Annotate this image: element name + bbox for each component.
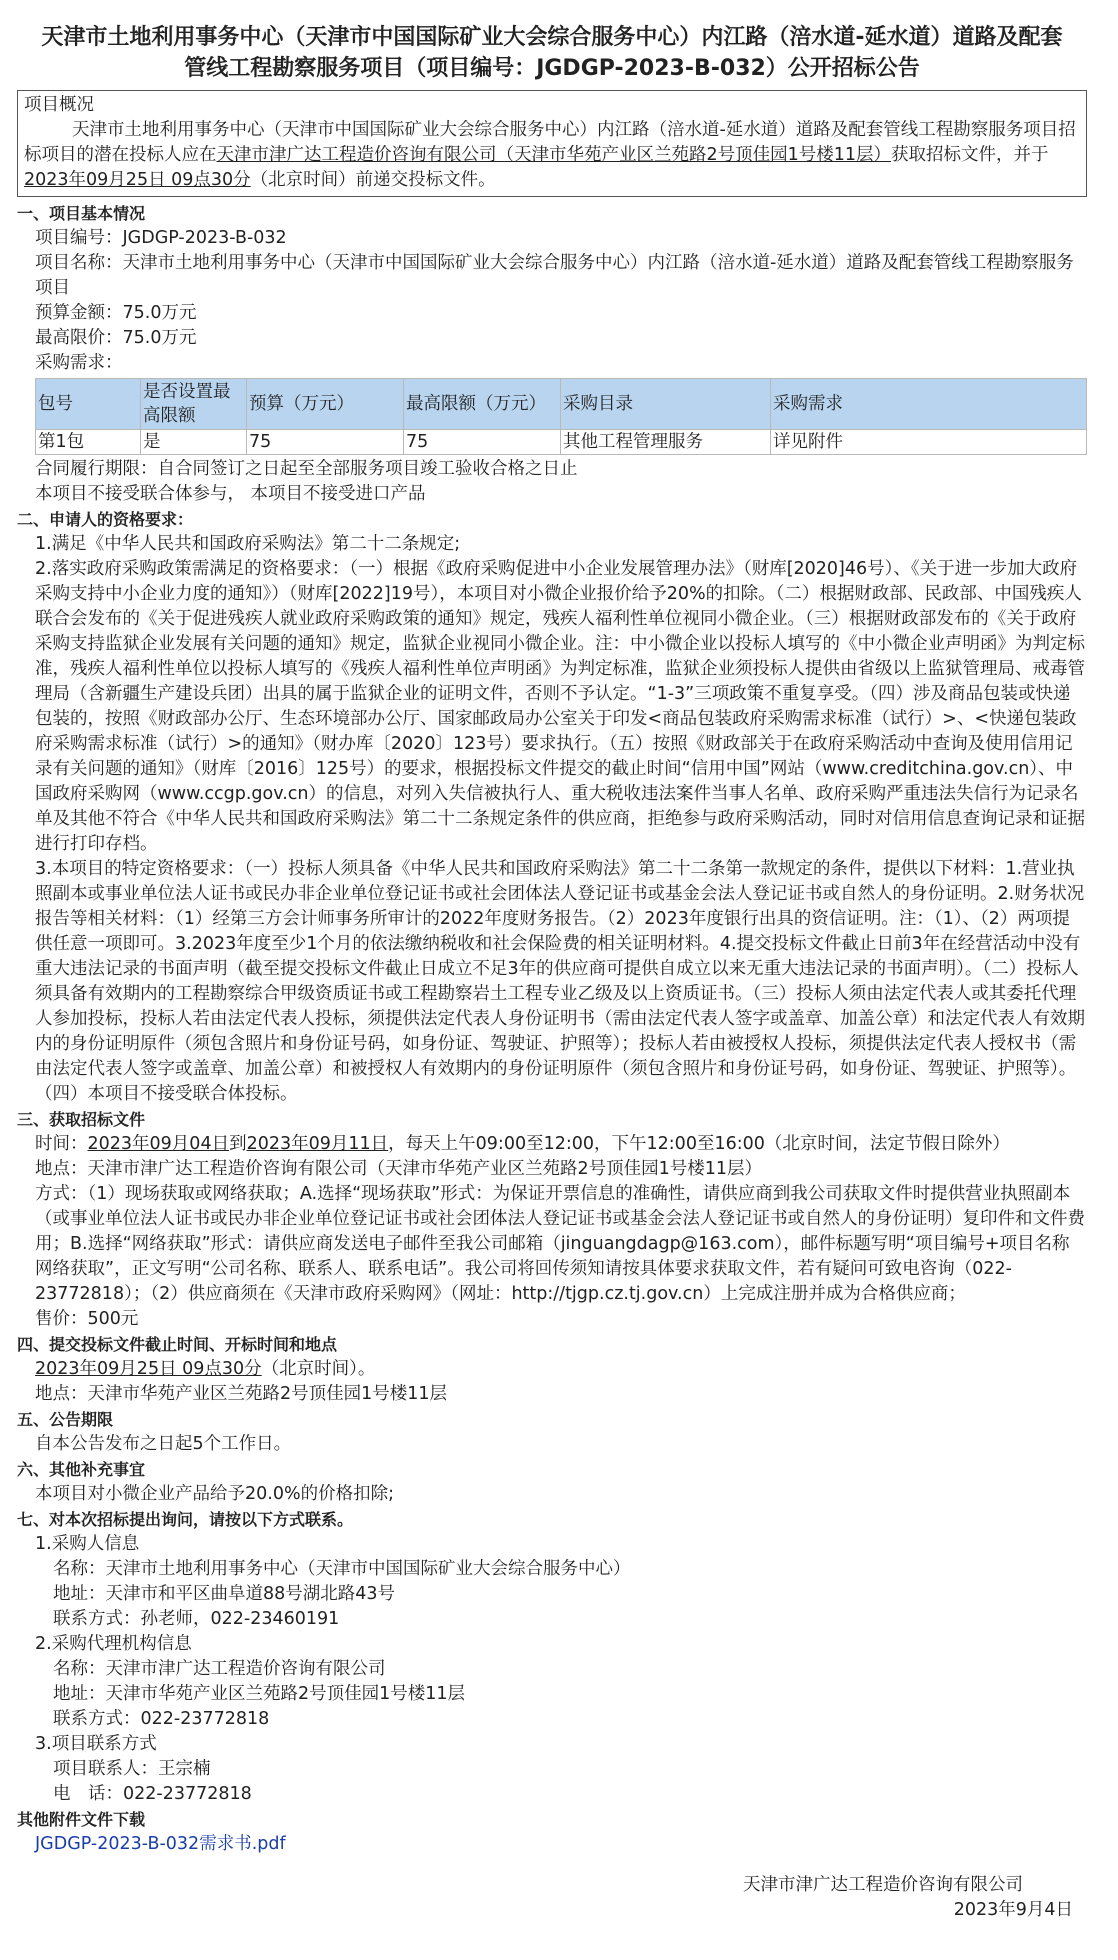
- overview-agency-link[interactable]: 天津市津广达工程造价咨询有限公司（天津市华苑产业区兰苑路2号顶佳园1号楼11层）: [216, 145, 892, 165]
- overview-text-2: 获取招标文件，并于: [891, 145, 1049, 165]
- buyer-name: 名称：天津市土地利用事务中心（天津市中国国际矿业大会综合服务中心）: [53, 1559, 631, 1579]
- supplementary-note: 本项目对小微企业产品给予20.0%的价格扣除;: [35, 1484, 394, 1504]
- buyer-info: [35, 1557, 1087, 1632]
- qualification-1: 1.满足《中华人民共和国政府采购法》第二十二条规定;: [35, 534, 461, 554]
- buyer-label: 1.采购人信息: [35, 1534, 140, 1554]
- project-contact-person: 项目联系人：王宗楠: [53, 1759, 211, 1779]
- agent-label: 2.采购代理机构信息: [35, 1634, 192, 1654]
- obtain-method: 方式：（1）现场获取或网络获取；A.选择“现场获取”形式：为保证开票信息的准确性，请供应商到我公司获取文件时提供营业执照副本（或事业单位法人证书或民办非企业单位登记证书或社会团体法人登记证书或基金会法人登记证书或自然人的身份证明）复印件和文件费用；B.选择“网络获取”形式：请供应商发送电子邮件至我公司邮箱（jinguangdagp@163.com），邮件标题写明“项目编号+项目名称 网络获取”，正文写明“公司名称、联系人、联系电话”。我公司将回传须知请按具体要求获取文件，若有疑问可致电咨询（022-23772818）；（2）供应商须在《天津市政府采购网》（网址：http://tjgp.cz.tj.gov.cn）上完成注册并成为合格供应商；: [35, 1184, 1085, 1304]
- budget-amount: 预算金额：75.0万元: [35, 303, 197, 323]
- section-5-body: [17, 1432, 1087, 1457]
- section-2-heading: 二、申请人的资格要求：: [17, 510, 194, 529]
- table-header-cell: 预算（万元）: [247, 379, 404, 430]
- table-header-cell: 是否设置最高限额: [141, 379, 247, 430]
- section-5-heading: 五、公告期限: [17, 1410, 114, 1429]
- section-7-heading: 七、对本次招标提出询问，请按以下方式联系。: [17, 1510, 354, 1529]
- section-7-body: [17, 1532, 1087, 1807]
- obtain-end-date: 2023年09月11日: [246, 1134, 389, 1154]
- section-4-heading: 四、提交投标文件截止时间、开标时间和地点: [17, 1335, 338, 1354]
- overview-text-3: （北京时间）前递交投标文件。: [250, 170, 496, 190]
- table-cell: 75: [247, 430, 404, 455]
- section-4-body: [17, 1357, 1087, 1407]
- consortium-note: 本项目不接受联合体参与， 本项目不接受进口产品: [35, 484, 426, 504]
- overview-label: 项目概况: [24, 95, 94, 115]
- procurement-table: [35, 378, 1087, 455]
- table-cell: 是: [141, 430, 247, 455]
- max-price: 最高限价：75.0万元: [35, 328, 197, 348]
- obtain-time-label: 时间：: [35, 1134, 88, 1154]
- buyer-address: 地址：天津市和平区曲阜道88号湖北路43号: [53, 1584, 396, 1604]
- bid-place: 地点：天津市华苑产业区兰苑路2号顶佳园1号楼11层: [35, 1384, 448, 1404]
- attachments-body: [17, 1832, 1087, 1857]
- project-contact-info: [35, 1757, 1087, 1807]
- overview-deadline: 2023年09月25日 09点30分: [24, 170, 251, 190]
- demand-label: 采购需求：: [35, 353, 123, 373]
- obtain-start-date: 2023年09月04日: [87, 1134, 230, 1154]
- project-name: 项目名称：天津市土地利用事务中心（天津市中国国际矿业大会综合服务中心）内江路（涪水道-延水道）道路及配套管线工程勘察服务项目: [35, 253, 1074, 298]
- signature-date: 2023年9月4日: [953, 1900, 1073, 1920]
- announcement-page: [17, 0, 1087, 1923]
- table-header-row: [36, 379, 1087, 430]
- overview-text-1: 天津市土地利用事务中心（天津市中国国际矿业大会综合服务中心）内江路（涪水道-延水道）道路及配套管线工程勘察服务项目招标项目的潜在投标人应在: [24, 120, 1076, 165]
- bid-deadline-time: 2023年09月25日 09点30分: [35, 1359, 262, 1379]
- project-contact-phone: 电 话：022-23772818: [53, 1784, 252, 1804]
- section-1-body: [17, 226, 1087, 376]
- bid-deadline-rest: （北京时间）。: [261, 1359, 376, 1379]
- section-6-body: [17, 1482, 1087, 1507]
- page-title: 天津市土地利用事务中心（天津市中国国际矿业大会综合服务中心）内江路（涪水道-延水道）道路及配套管线工程勘察服务项目（项目编号：JGDGP-2023-B-032）公开招标公告: [41, 25, 1063, 81]
- buyer-contact: 联系方式：孙老师，022-23460191: [53, 1609, 340, 1629]
- bid-deadline: [35, 1357, 1087, 1382]
- table-cell: 第1包: [36, 430, 141, 455]
- table-header-cell: 最高限额（万元）: [404, 379, 561, 430]
- project-overview-box: [17, 90, 1087, 197]
- table-header-cell: 包号: [36, 379, 141, 430]
- project-number: 项目编号：JGDGP-2023-B-032: [35, 228, 287, 248]
- obtain-place: 地点：天津市津广达工程造价咨询有限公司（天津市华苑产业区兰苑路2号顶佳园1号楼11层）: [35, 1159, 763, 1179]
- attachment-file-link[interactable]: JGDGP-2023-B-032需求书.pdf: [35, 1834, 286, 1854]
- table-cell: 其他工程管理服务: [561, 430, 771, 455]
- agent-address: 地址：天津市华苑产业区兰苑路2号顶佳园1号楼11层: [53, 1684, 466, 1704]
- contract-period: 合同履行期限：自合同签订之日起至全部服务项目竣工验收合格之日止: [35, 459, 578, 479]
- table-row: [36, 430, 1087, 455]
- section-3-body: [17, 1132, 1087, 1332]
- obtain-time-rest: ，每天上午09:00至12:00，下午12:00至16:00（北京时间，法定节假日除外）: [388, 1134, 1010, 1154]
- table-cell: 75: [404, 430, 561, 455]
- section-1-footer: [17, 457, 1087, 507]
- overview-text: [24, 118, 1080, 193]
- obtain-time: [35, 1132, 1087, 1157]
- obtain-to: 到: [229, 1134, 247, 1154]
- table-header-cell: 采购需求: [771, 379, 1087, 430]
- signature-org: 天津市津广达工程造价咨询有限公司: [743, 1875, 1023, 1895]
- agent-name: 名称：天津市津广达工程造价咨询有限公司: [53, 1659, 386, 1679]
- notice-period: 自本公告发布之日起5个工作日。: [35, 1434, 292, 1454]
- agent-info: [35, 1657, 1087, 1732]
- document-price: 售价：500元: [35, 1309, 139, 1329]
- section-2-body: [17, 532, 1087, 1107]
- section-3-heading: 三、获取招标文件: [17, 1110, 146, 1129]
- table-cell: 详见附件: [771, 430, 1087, 455]
- table-header-cell: 采购目录: [561, 379, 771, 430]
- section-1-heading: 一、项目基本情况: [17, 204, 146, 223]
- agent-contact: 联系方式：022-23772818: [53, 1709, 270, 1729]
- attachments-heading: 其他附件文件下载: [17, 1810, 146, 1829]
- qualification-2: 2.落实政府采购政策需满足的资格要求：（一）根据《政府采购促进中小企业发展管理办法》（财库[2020]46号）、《关于进一步加大政府采购支持中小企业力度的通知》）（财库[2022]19号），本项目对小微企业报价给予20%的扣除。（二）根据财政部、民政部、中国残疾人联合会发布的《关于促进残疾人就业政府采购政策的通知》规定，残疾人福利性单位视同小微企业。（三）根据财政部发布的《关于政府采购支持监狱企业发展有关问题的通知》规定，监狱企业视同小微企业。注：中小微企业以投标人填写的《中小微企业声明函》为判定标准，残疾人福利性单位以投标人填写的《残疾人福利性单位声明函》为判定标准，监狱企业须投标人提供由省级以上监狱管理局、戒毒管理局（含新疆生产建设兵团）出具的属于监狱企业的证明文件，否则不予认定。“1-3”三项政策不重复享受。（四）涉及商品包装或快递包装的，按照《财政部办公厅、生态环境部办公厅、国家邮政局办公室关于印发<商品包装政府采购需求标准（试行）>、<快递包装政府采购需求标准（试行）>的通知》（财办库〔2020〕123号）要求执行。（五）按照《财政部关于在政府采购活动中查询及使用信用记录有关问题的通知》（财库〔2016〕125号）的要求，根据投标文件提交的截止时间“信用中国”网站（www.creditchina.gov.cn）、中国政府采购网（www.ccgp.gov.cn）的信息，对列入失信被执行人、重大税收违法案件当事人名单、政府采购严重违法失信行为记录名单及其他不符合《中华人民共和国政府采购法》第二十二条规定条件的供应商，拒绝参与政府采购活动，同时对信用信息查询记录和证据进行打印存档。: [35, 559, 1085, 854]
- qualification-3: 3.本项目的特定资格要求：（一）投标人须具备《中华人民共和国政府采购法》第二十二条第一款规定的条件，提供以下材料：1.营业执照副本或事业单位法人证书或民办非企业单位登记证书或社会团体法人登记证书或基金会法人登记证书或自然人的身份证明。2.财务状况报告等相关材料：（1）经第三方会计师事务所审计的2022年度财务报告。（2）2023年度银行出具的资信证明。注：（1）、（2）两项提供任意一项即可。3.2023年度至少1个月的依法缴纳税收和社会保险费的相关证明材料。4.提交投标文件截止日前3年在经营活动中没有重大违法记录的书面声明（截至提交投标文件截止日成立不足3年的供应商可提供自成立以来无重大违法记录的书面声明）。（二）投标人须具备有效期内的工程勘察综合甲级资质证书或工程勘察岩土工程专业乙级及以上资质证书。（三）投标人须由法定代表人或其委托代理人参加投标，投标人若由法定代表人投标，须提供法定代表人身份证明书（需由法定代表人签字或盖章、加盖公章）和法定代表人有效期内的身份证明原件（须包含照片和身份证号码，如身份证、驾驶证、护照等）；投标人若由被授权人投标，须提供法定代表人授权书（需由法定代表人签字或盖章、加盖公章）和被授权人有效期内的身份证明原件（须包含照片和身份证号码，如身份证、驾驶证、护照等）。（四）本项目不接受联合体投标。: [35, 859, 1085, 1104]
- project-contact-label: 3.项目联系方式: [35, 1734, 157, 1754]
- section-6-heading: 六、其他补充事宜: [17, 1460, 146, 1479]
